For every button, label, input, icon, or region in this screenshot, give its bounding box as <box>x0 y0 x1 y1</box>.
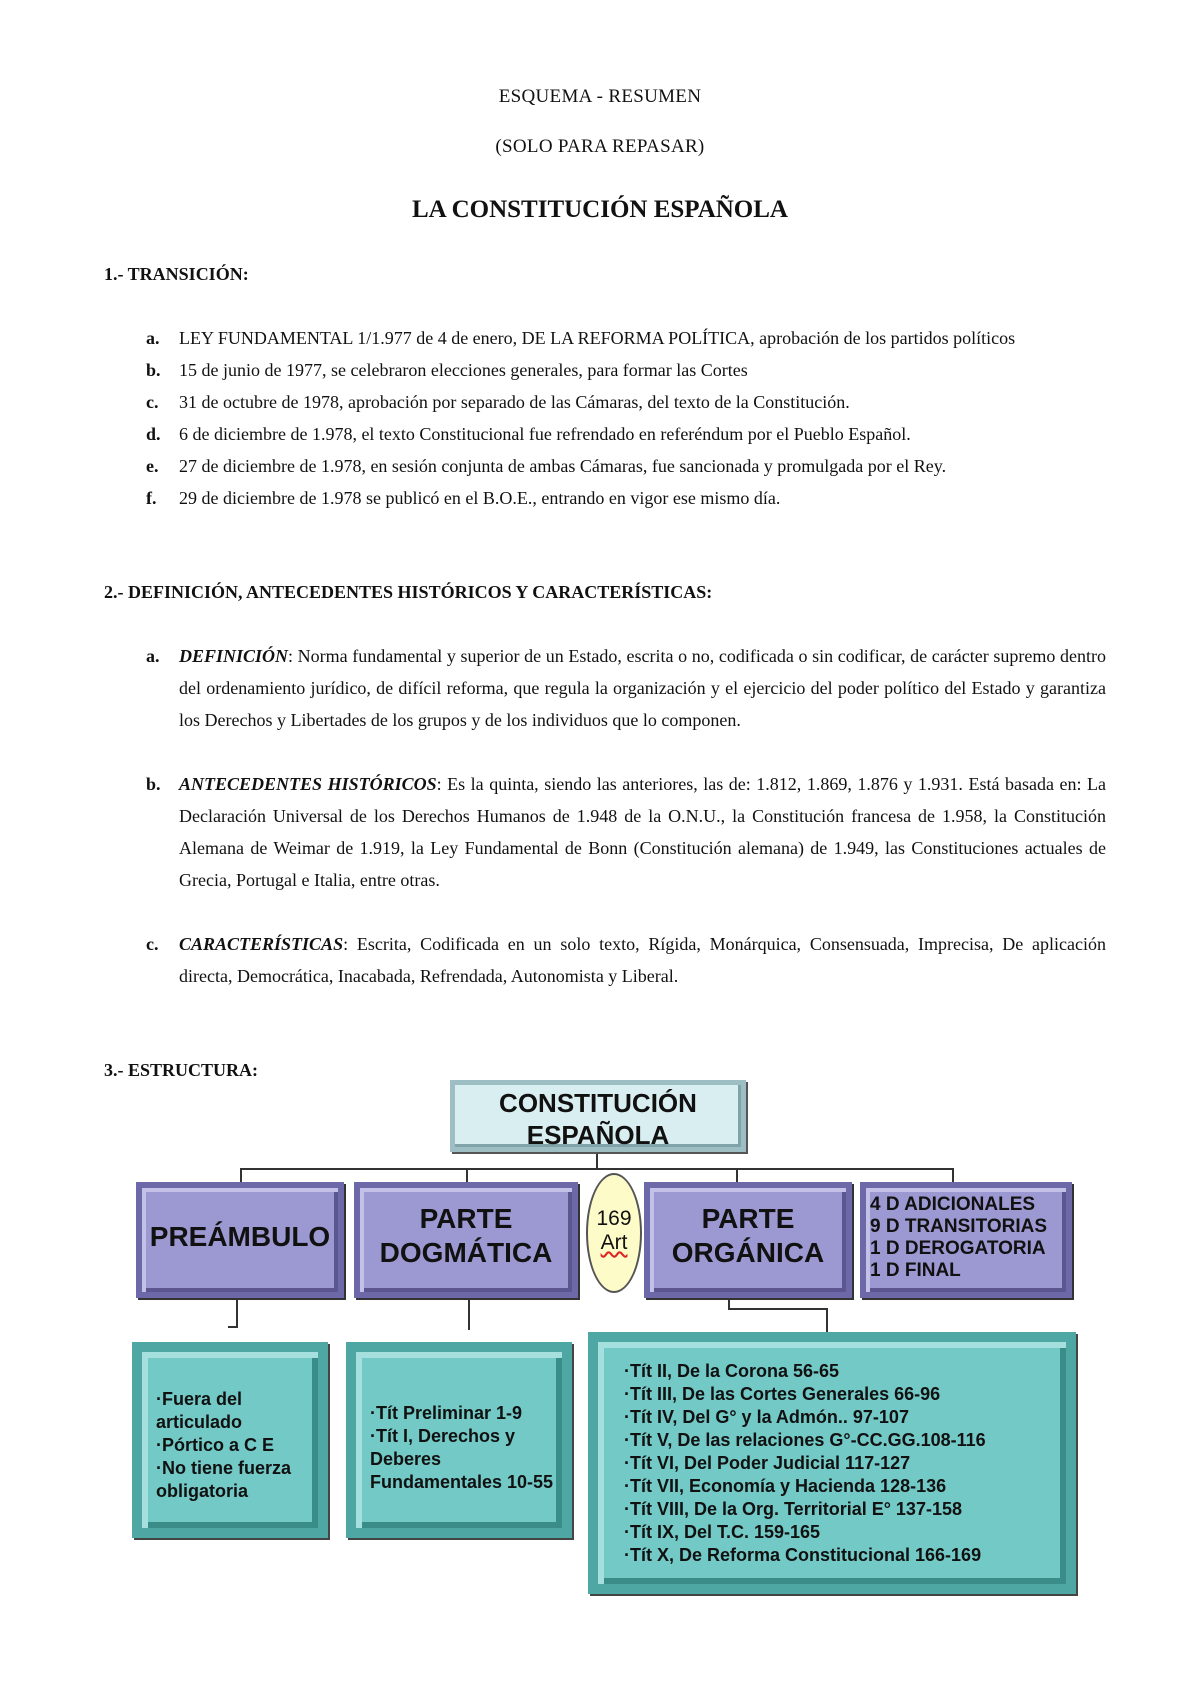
organica-detail-line: ·Tít X, De Reforma Constitucional 166-169 <box>624 1545 982 1565</box>
section-heading-transicion: 1.- TRANSICIÓN: <box>104 264 249 284</box>
dogmatica-line2: DOGMÁTICA <box>379 1237 553 1268</box>
list-item-letter: f. <box>146 488 157 508</box>
connector <box>228 1326 238 1328</box>
definicion-list <box>104 640 1106 992</box>
organica-detail-line: ·Tít II, De la Corona 56-65 <box>624 1361 840 1381</box>
list-item-term: ANTECEDENTES HISTÓRICOS <box>179 774 437 794</box>
list-item-letter: a. <box>146 646 160 666</box>
preambulo-detail-line: obligatoria <box>156 1481 249 1501</box>
organica-detail-line: ·Tít IX, Del T.C. 159-165 <box>624 1522 821 1542</box>
connector <box>736 1168 738 1182</box>
list-item-text: : Escrita, Codificada en un solo texto, Rígida, Monárquica, Consensuada, Imprecisa, De aplicación directa, Democrática, Inacabada, Refrendada, Autonomista y Liberal. <box>179 934 1106 986</box>
list-item-letter: b. <box>146 360 161 380</box>
dogmatica-line1: PARTE <box>419 1203 513 1234</box>
structure-diagram <box>132 1080 1078 1600</box>
section-heading-definicion: 2.- DEFINICIÓN, ANTECEDENTES HISTÓRICOS Y CARACTERÍSTICAS: <box>104 582 713 602</box>
list-item-letter: c. <box>146 392 159 412</box>
root-line1: CONSTITUCIÓN <box>499 1088 697 1118</box>
list-item-text: 6 de diciembre de 1.978, el texto Constitucional fue refrendado en referéndum por el Pueblo Español. <box>179 424 911 444</box>
list-item <box>104 354 1090 386</box>
list-item-text: 31 de octubre de 1978, aprobación por separado de las Cámaras, del texto de la Constitución. <box>179 392 850 412</box>
dogmatica-detail-line: Fundamentales 10-55 <box>370 1472 554 1492</box>
organica-detail-line: ·Tít IV, Del G° y la Admón.. 97-107 <box>624 1407 909 1427</box>
dogmatica-detail-line: ·Tít I, Derechos y <box>370 1426 516 1446</box>
dogmatica-detail-line: ·Tít Preliminar 1-9 <box>370 1403 523 1423</box>
list-item-term: DEFINICIÓN <box>179 646 289 666</box>
organica-line2: ORGÁNICA <box>671 1237 825 1268</box>
preambulo-box <box>136 1182 344 1298</box>
articulos-oval <box>586 1173 642 1293</box>
document-title: LA CONSTITUCIÓN ESPAÑOLA <box>411 196 788 223</box>
dogmatica-detail-line: Deberes <box>370 1449 442 1469</box>
root-line2: ESPAÑOLA <box>526 1120 670 1150</box>
list-item <box>104 768 1106 896</box>
organica-detail-line: ·Tít VIII, De la Org. Territorial E° 137-158 <box>624 1499 962 1519</box>
list-item <box>104 418 1090 450</box>
list-item <box>104 928 1106 992</box>
organica-detail-line: ·Tít III, De las Cortes Generales 66-96 <box>624 1384 941 1404</box>
preambulo-detail-line: ·No tiene fuerza <box>156 1458 292 1478</box>
organica-line1: PARTE <box>701 1203 795 1234</box>
disposicion-line: 4 D ADICIONALES <box>870 1194 1036 1215</box>
list-item-letter: b. <box>146 774 161 794</box>
list-item <box>104 386 1090 418</box>
list-item-term: CARACTERÍSTICAS <box>179 934 344 954</box>
section-heading-estructura: 3.- ESTRUCTURA: <box>104 1060 259 1080</box>
organica-box <box>644 1182 852 1298</box>
list-item-letter: d. <box>146 424 161 444</box>
articulos-label: Art <box>600 1231 628 1254</box>
list-item-letter: a. <box>146 328 160 348</box>
preambulo-label: PREÁMBULO <box>149 1221 331 1252</box>
connector <box>596 1154 598 1170</box>
dogmatica-box <box>354 1182 578 1298</box>
preambulo-details-box <box>132 1342 328 1538</box>
disposicion-line: 1 D DEROGATORIA <box>870 1238 1046 1259</box>
list-item-text: 29 de diciembre de 1.978 se publicó en el B.O.E., entrando en vigor ese mismo día. <box>179 488 781 508</box>
connector <box>952 1168 954 1182</box>
connector <box>728 1308 828 1310</box>
list-item <box>104 450 1090 482</box>
document-subtitle: ESQUEMA - RESUMEN <box>498 86 702 107</box>
disposicion-line: 9 D TRANSITORIAS <box>870 1216 1048 1237</box>
preambulo-detail-line: ·Fuera del <box>156 1389 243 1409</box>
disposiciones-box <box>860 1182 1072 1298</box>
disposicion-line: 1 D FINAL <box>870 1260 961 1281</box>
document-note: (SOLO PARA REPASAR) <box>495 136 705 157</box>
list-item-text: : Norma fundamental y superior de un Estado, escrita o no, codificada o sin codificar, de carácter supremo dentro del ordenamiento jurídico, de difícil reforma, que regula la organización y el ejercicio del poder político del Estado y garantiza los Derechos y Libertades de los grupos y de los individuos que lo componen. <box>179 646 1106 730</box>
organica-details-box <box>588 1332 1076 1594</box>
list-item-text: 15 de junio de 1977, se celebraron elecciones generales, para formar las Cortes <box>179 360 748 380</box>
organica-detail-line: ·Tít VI, Del Poder Judicial 117-127 <box>624 1453 911 1473</box>
connector <box>236 1300 238 1328</box>
connector <box>468 1300 470 1330</box>
articulos-number: 169 <box>596 1207 632 1230</box>
dogmatica-details-box <box>346 1342 572 1538</box>
list-item-text: : Es la quinta, siendo las anteriores, las de: 1.812, 1.869, 1.876 y 1.931. Está basada en: La Declaración Universal de los Derechos Humanos de 1.948 de la O.N.U., la Constitución francesa de 1.958, la Constitución Alemana de Weimar de 1.919, la Ley Fundamental de Bonn (Constitución alemana) de 1.949, las Constituciones actuales de Grecia, Portugal e Italia, entre otras. <box>179 774 1106 890</box>
connector <box>826 1308 828 1332</box>
organica-detail-line: ·Tít VII, Economía y Hacienda 128-136 <box>624 1476 947 1496</box>
root-box <box>450 1080 746 1152</box>
organica-detail-line: ·Tít V, De las relaciones G°-CC.GG.108-116 <box>624 1430 986 1450</box>
transicion-list <box>104 322 1090 514</box>
list-item-letter: c. <box>146 934 159 954</box>
connector <box>466 1168 468 1182</box>
list-item <box>104 482 1090 514</box>
list-item-text: LEY FUNDAMENTAL 1/1.977 de 4 de enero, DE LA REFORMA POLÍTICA, aprobación de los partidos políticos <box>179 328 1016 348</box>
list-item <box>104 322 1090 354</box>
connector <box>240 1168 242 1182</box>
preambulo-detail-line: ·Pórtico a C E <box>156 1435 275 1455</box>
preambulo-detail-line: articulado <box>156 1412 243 1432</box>
list-item-text: 27 de diciembre de 1.978, en sesión conjunta de ambas Cámaras, fue sancionada y promulgada por el Rey. <box>179 456 947 476</box>
list-item-letter: e. <box>146 456 159 476</box>
list-item <box>104 640 1106 736</box>
